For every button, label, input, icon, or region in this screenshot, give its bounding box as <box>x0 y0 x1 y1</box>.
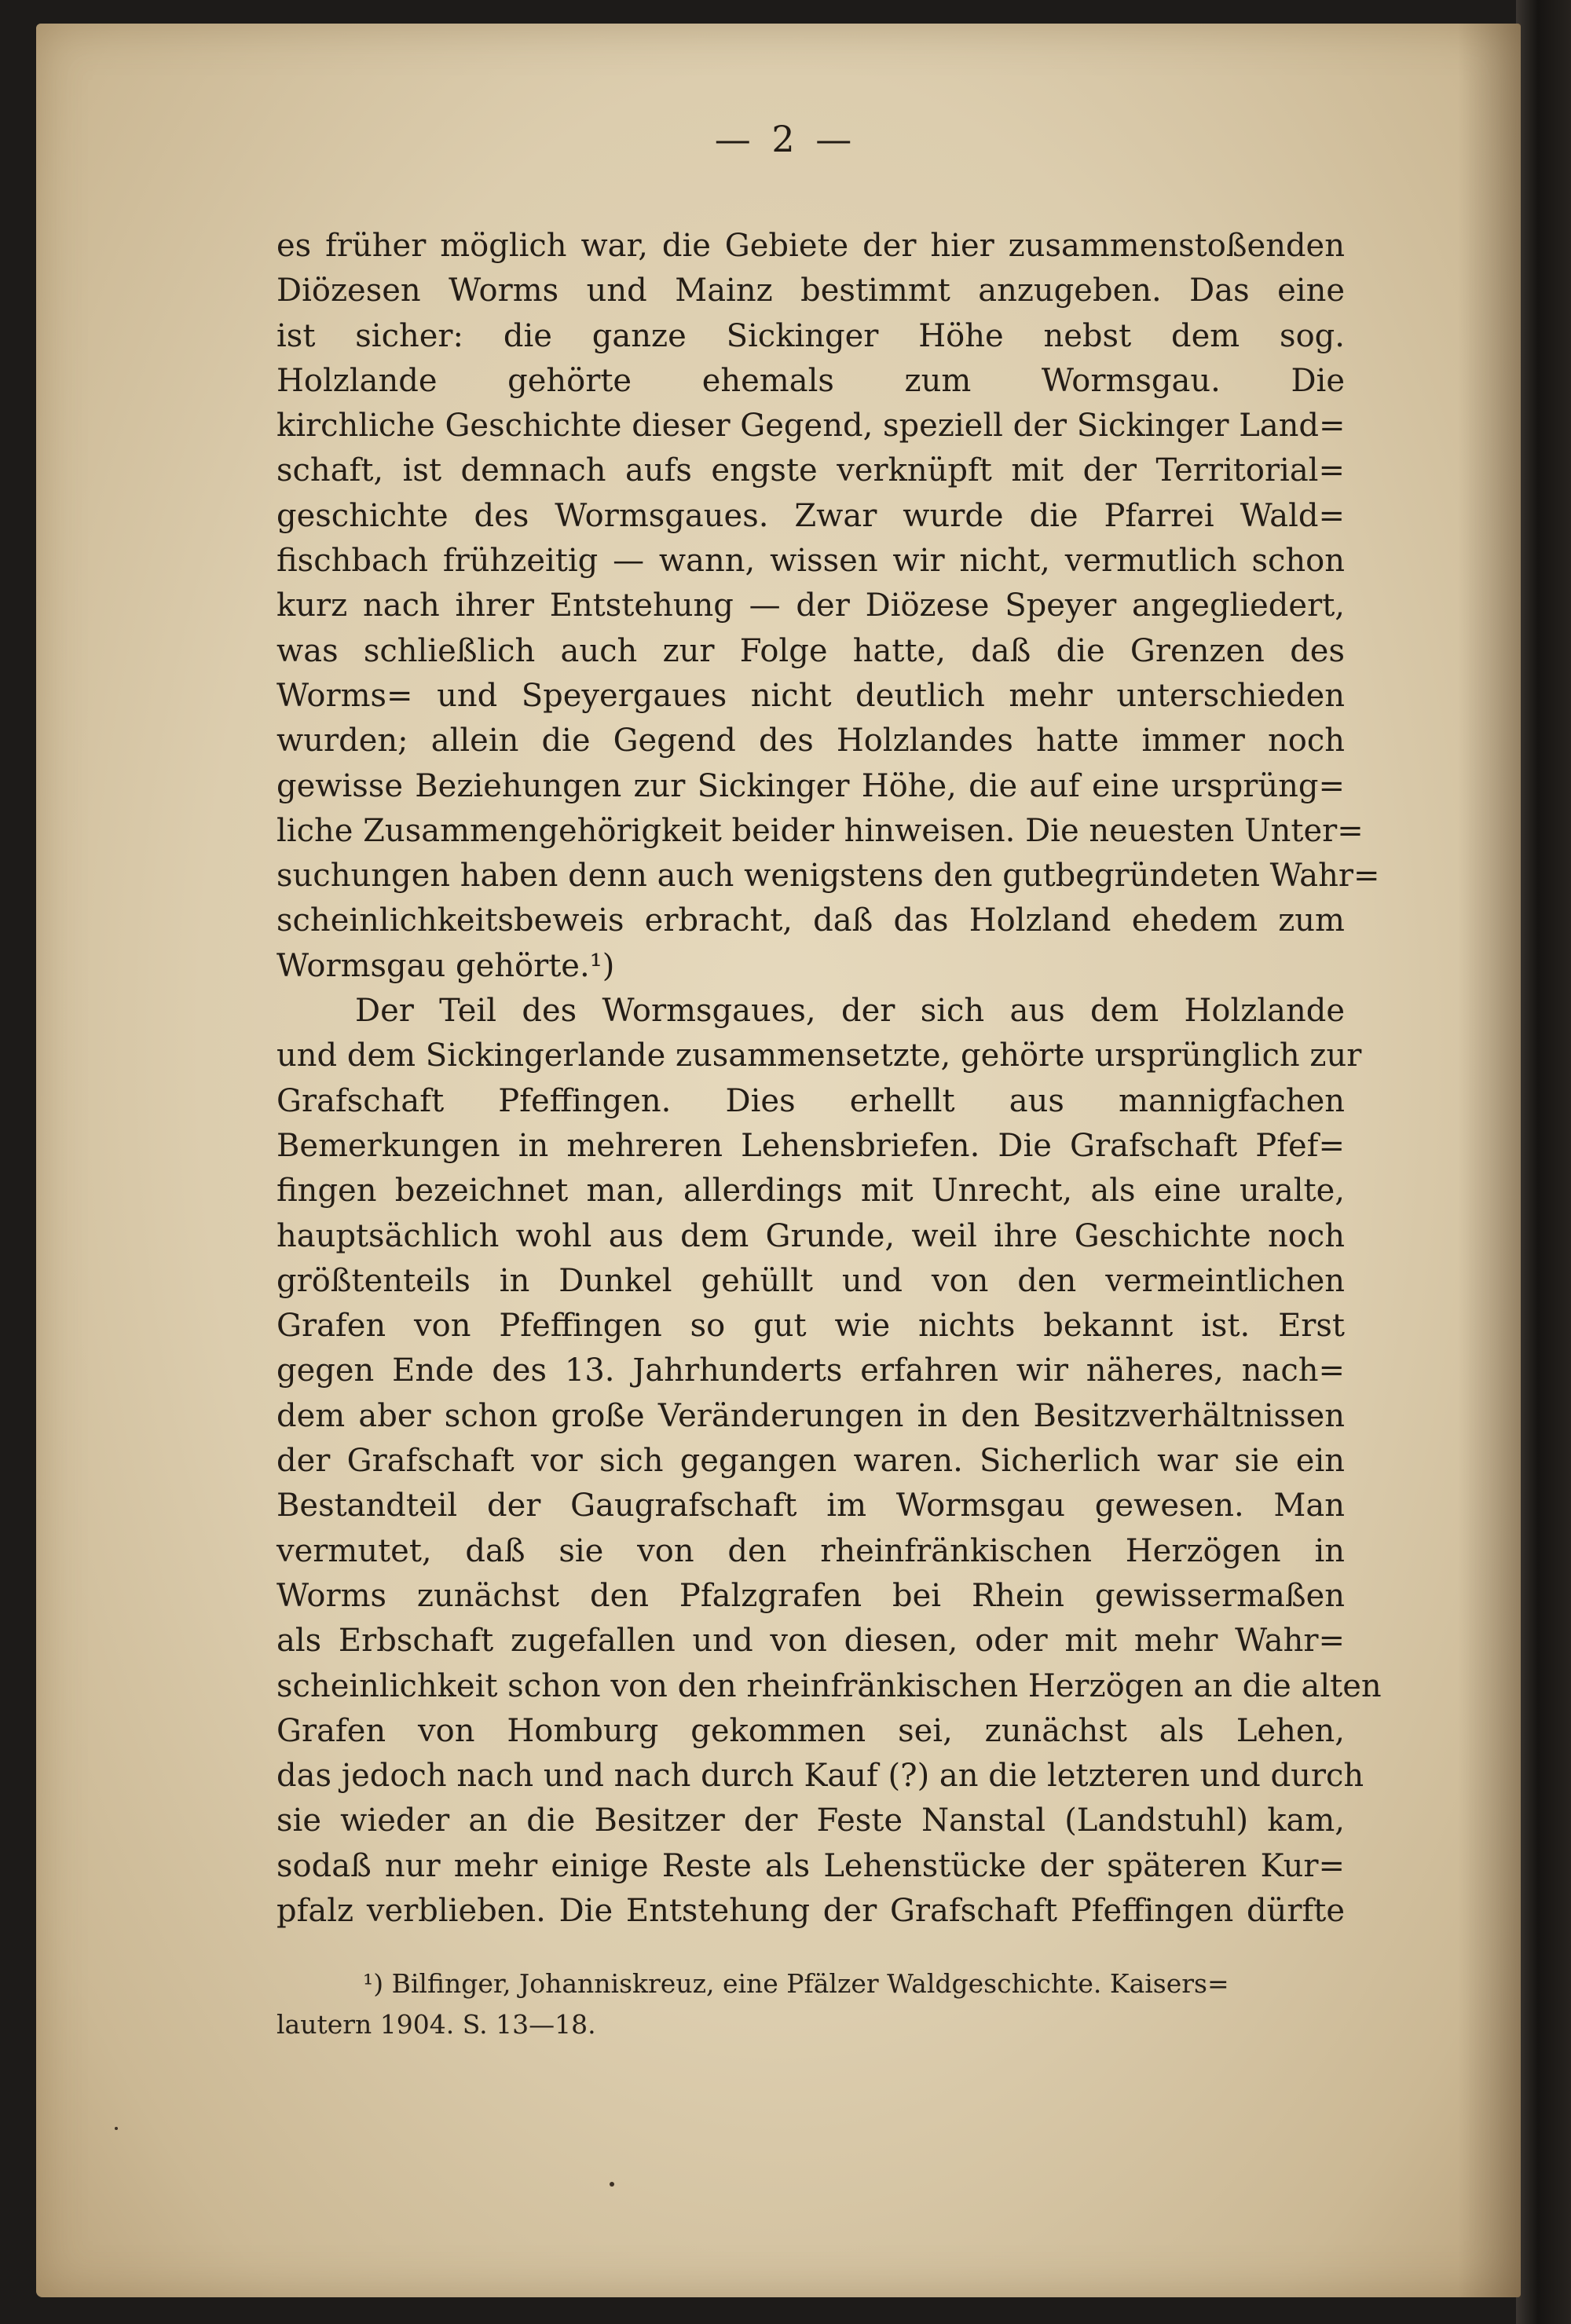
text-line: kirchliche Geschichte dieser Gegend, speziell der Sickinger Land= <box>276 408 1346 445</box>
paper-speck <box>610 2182 614 2187</box>
text-line: suchungen haben denn auch wenigstens den gutbegründeten Wahr= <box>276 858 1380 895</box>
text-line: kurz nach ihrer Entstehung — der Diözese Speyer angegliedert, <box>276 587 1345 624</box>
text-line: schaft, ist demnach aufs engste verknüpft mit der Territorial= <box>276 452 1345 489</box>
body-text <box>276 224 1382 1934</box>
text-line: sie wieder an die Besitzer der Feste Nanstal (Landstuhl) kam, <box>276 1802 1345 1839</box>
text-line: fischbach frühzeitig — wann, wissen wir nicht, vermutlich schon <box>276 543 1345 580</box>
text-line: scheinlichkeitsbeweis erbracht, daß das Holzland ehedem zum <box>276 902 1345 939</box>
text-line: das jedoch nach und nach durch Kauf (?) an die letzteren und durch <box>276 1758 1364 1795</box>
text-line: Diözesen Worms und Mainz bestimmt anzugeben. Das eine <box>276 273 1345 309</box>
text-line: größtenteils in Dunkel gehüllt und von den vermeintlichen <box>276 1262 1345 1299</box>
footnote-line: ¹) Bilfinger, Johanniskreuz, eine Pfälzer Waldgeschichte. Kaisers= <box>363 1968 1229 1999</box>
gutter-shadow <box>1458 24 1521 2297</box>
text-line: Bestandteil der Gaugrafschaft im Wormsgau gewesen. Man <box>276 1488 1345 1524</box>
footnotes <box>276 1964 1345 2045</box>
text-line: als Erbschaft zugefallen und von diesen, oder mit mehr Wahr= <box>276 1623 1345 1660</box>
text-line: pfalz verblieben. Die Entstehung der Grafschaft Pfeffingen dürfte <box>276 1892 1345 1929</box>
text-line: Grafen von Pfeffingen so gut wie nichts bekannt ist. Erst <box>276 1308 1345 1345</box>
text-line: was schließlich auch zur Folge hatte, daß die Grenzen des <box>276 632 1345 669</box>
page-number: — 2 — <box>714 118 857 160</box>
text-line: Grafen von Homburg gekommen sei, zunächst als Lehen, <box>276 1712 1345 1749</box>
text-line: hauptsächlich wohl aus dem Grunde, weil ihre Geschichte noch <box>276 1217 1345 1254</box>
text-line: Wormsgau gehörte.¹) <box>276 947 615 984</box>
paragraph-start-line: Der Teil des Wormsgaues, der sich aus dem Holzlande <box>355 993 1345 1030</box>
text-line: Bemerkungen in mehreren Lehensbriefen. Die Grafschaft Pfef= <box>276 1127 1345 1164</box>
text-line: Holzlande gehörte ehemals zum Wormsgau. Die <box>276 362 1345 399</box>
text-line: gegen Ende des 13. Jahrhunderts erfahren wir näheres, nach= <box>276 1352 1345 1389</box>
text-line: der Grafschaft vor sich gegangen waren. Sicherlich war sie ein <box>276 1443 1345 1480</box>
text-line: gewisse Beziehungen zur Sickinger Höhe, die auf eine ursprüng= <box>276 767 1345 804</box>
text-line: vermutet, daß sie von den rheinfränkischen Herzögen in <box>276 1532 1345 1569</box>
text-line: Grafschaft Pfeffingen. Dies erhellt aus mannigfachen <box>276 1082 1345 1119</box>
text-line: geschichte des Wormsgaues. Zwar wurde die Pfarrei Wald= <box>276 497 1345 534</box>
footnote-line: lautern 1904. S. 13—18. <box>276 2009 596 2040</box>
text-line: und dem Sickingerlande zusammensetzte, gehörte ursprünglich zur <box>276 1038 1362 1074</box>
book-binding-edge <box>1516 0 1571 2324</box>
text-line: es früher möglich war, die Gebiete der hier zusammenstoßenden <box>276 228 1345 264</box>
paper-speck <box>115 2127 118 2130</box>
text-line: sodaß nur mehr einige Reste als Lehenstücke der späteren Kur= <box>276 1847 1345 1884</box>
text-line: dem aber schon große Veränderungen in den Besitzverhältnissen <box>276 1397 1345 1434</box>
text-line: ist sicher: die ganze Sickinger Höhe nebst dem sog. <box>276 317 1345 354</box>
text-line: Worms= und Speyergaues nicht deutlich mehr unterschieden <box>276 677 1345 714</box>
text-line: liche Zusammengehörigkeit beider hinweisen. Die neuesten Unter= <box>276 812 1364 849</box>
text-line: fingen bezeichnet man, allerdings mit Unrecht, als eine uralte, <box>276 1173 1345 1210</box>
text-line: scheinlichkeit schon von den rheinfränkischen Herzögen an die alten <box>276 1667 1382 1704</box>
text-line: wurden; allein die Gegend des Holzlandes hatte immer noch <box>276 723 1345 759</box>
footnote-rule <box>276 1958 1345 1961</box>
text-line: Worms zunächst den Pfalzgrafen bei Rhein gewissermaßen <box>276 1577 1345 1614</box>
